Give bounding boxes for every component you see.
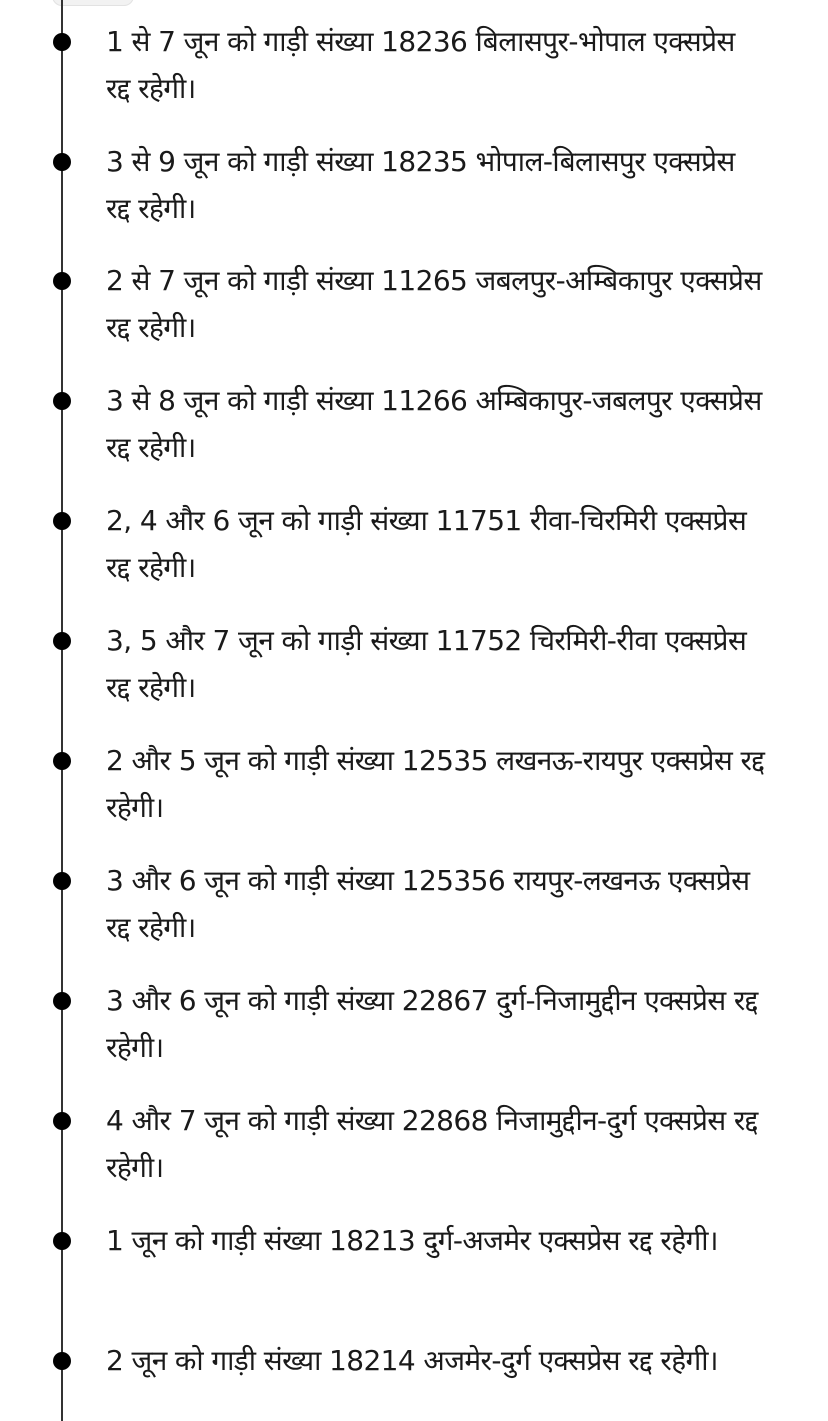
timeline-dot-icon	[53, 992, 71, 1010]
announcement-text: 3 से 9 जून को गाड़ी संख्या 18235 भोपाल-बिलासपुर एक्सप्रेस रद्द रहेगी।	[106, 145, 735, 225]
list-item	[0, 257, 828, 367]
list-item	[0, 857, 828, 967]
list-item	[0, 1217, 828, 1327]
timeline-dot-icon	[53, 512, 71, 530]
announcement-text: 2 से 7 जून को गाड़ी संख्या 11265 जबलपुर-अम्बिकापुर एक्सप्रेस रद्द रहेगी।	[106, 264, 762, 344]
announcement-text: 3, 5 और 7 जून को गाड़ी संख्या 11752 चिरमिरी-रीवा एक्सप्रेस रद्द रहेगी।	[106, 624, 747, 704]
timeline-dot-icon	[53, 1112, 71, 1130]
list-item	[0, 138, 828, 248]
list-item	[0, 18, 828, 128]
announcement-text: 1 से 7 जून को गाड़ी संख्या 18236 बिलासपुर-भोपाल एक्सप्रेस रद्द रहेगी।	[106, 25, 735, 105]
timeline-dot-icon	[53, 752, 71, 770]
timeline-dot-icon	[53, 872, 71, 890]
timeline-dot-icon	[53, 153, 71, 171]
announcement-text: 3 और 6 जून को गाड़ी संख्या 22867 दुर्ग-निजामुद्दीन एक्सप्रेस रद्द रहेगी।	[106, 984, 758, 1064]
list-item	[0, 617, 828, 727]
list-item	[0, 377, 828, 487]
timeline-dot-icon	[53, 632, 71, 650]
top-tab-remnant	[52, 0, 134, 6]
list-item	[0, 497, 828, 607]
timeline-dot-icon	[53, 392, 71, 410]
announcement-text: 2, 4 और 6 जून को गाड़ी संख्या 11751 रीवा-चिरमिरी एक्सप्रेस रद्द रहेगी।	[106, 504, 747, 584]
list-item	[0, 1097, 828, 1207]
announcement-text: 4 और 7 जून को गाड़ी संख्या 22868 निजामुद्दीन-दुर्ग एक्सप्रेस रद्द रहेगी।	[106, 1104, 758, 1184]
announcement-text: 2 और 5 जून को गाड़ी संख्या 12535 लखनऊ-रायपुर एक्सप्रेस रद्द रहेगी।	[106, 744, 765, 824]
timeline-dot-icon	[53, 1232, 71, 1250]
list-item	[0, 737, 828, 847]
timeline-dot-icon	[53, 1352, 71, 1370]
announcement-text: 1 जून को गाड़ी संख्या 18213 दुर्ग-अजमेर एक्सप्रेस रद्द रहेगी।	[106, 1224, 718, 1257]
list-item	[0, 1337, 828, 1421]
announcement-text: 3 से 8 जून को गाड़ी संख्या 11266 अम्बिकापुर-जबलपुर एक्सप्रेस रद्द रहेगी।	[106, 384, 762, 464]
list-item	[0, 977, 828, 1087]
timeline-dot-icon	[53, 33, 71, 51]
announcement-text: 2 जून को गाड़ी संख्या 18214 अजमेर-दुर्ग एक्सप्रेस रद्द रहेगी।	[106, 1344, 718, 1377]
announcement-text: 3 और 6 जून को गाड़ी संख्या 125356 रायपुर-लखनऊ एक्सप्रेस रद्द रहेगी।	[106, 864, 750, 944]
timeline-dot-icon	[53, 272, 71, 290]
